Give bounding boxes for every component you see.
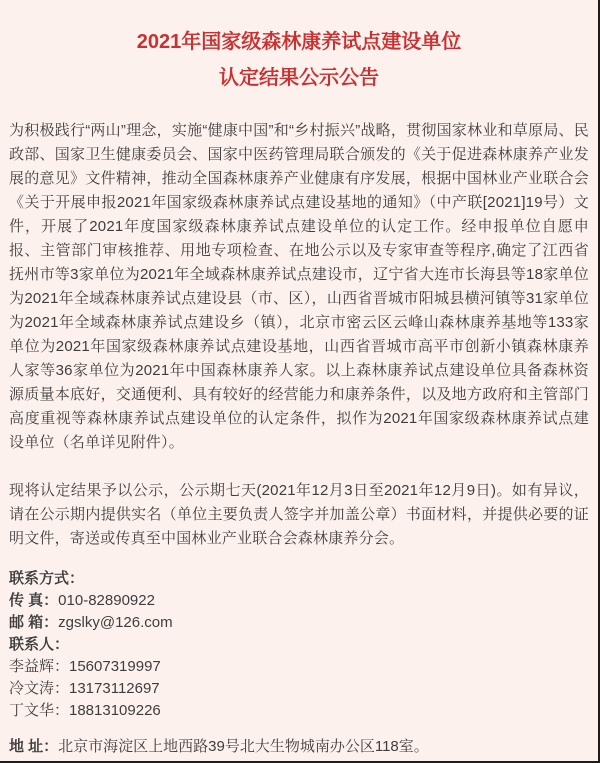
address-line: [9, 736, 589, 758]
title-line-2: 认定结果公示公告: [219, 67, 379, 89]
paragraph-intro: 为积极践行“两山”理念，实施“健康中国”和“乡村振兴”战略，贯彻国家林业和草原局、民政部、国家卫生健康委员会、国家中医药管理局联合颁发的《关于促进森林康养产业发展的意见》文件精神，推动全国森林康养产业健康有序发展，根据中国林业产业联合会《关于开展申报2021年国家级森林康养试点建设基地的通知》（中产联[2021]19号）文件，开展了2021年度国家级森林康养试点建设单位的认定工作。经申报单位自愿申报、主管部门审核推荐、用地专项检查、在地公示以及专家审查等程序,确定了江西省抚州市等3家单位为2021年全域森林康养试点建设市，辽宁省大连市长海县等18家单位为2021年全域森林康养试点建设县（市、区），山西省晋城市阳城县横河镇等31家单位为2021年全域森林康养试点建设乡（镇），北京市密云区云峰山森林康养基地等133家单位为2021年国家级森林康养试点建设基地，山西省晋城市高平市创新小镇森林康养人家等36家单位为2021年中国森林康养人家。以上森林康养试点建设单位具备森林资源质量本底好，交通便利、具有较好的经营能力和康养条件，以及地方政府和主管部门高度重视等森林康养试点建设单位的认定条件，拟作为2021年国家级森林康养试点建设单位（名单详见附件）。: [9, 122, 589, 451]
announcement-title: [0, 0, 598, 96]
fax-number: 010-82890922: [58, 592, 155, 609]
email-address: zgslky@126.com: [58, 614, 173, 631]
address-label: 地 址：: [9, 738, 59, 755]
email-label: 邮 箱：: [9, 614, 59, 631]
announcement-body: [0, 119, 598, 758]
paragraph-publicity-period: 现将认定结果予以公示，公示期七天(2021年12月3日至2021年12月9日)。如有异议，请在公示期内提供实名（单位主要负责人签字并加盖公章）书面材料，并提供必要的证明文件，寄送或传真至中国林业产业联合会森林康养分会。: [9, 482, 589, 547]
contact-section: [9, 568, 589, 758]
fax-label: 传 真：: [9, 592, 59, 609]
contact-person-3: 丁文华：18813109226: [9, 702, 161, 719]
email-line: [9, 612, 589, 634]
address-value: 北京市海淀区上地西路39号北大生物城南办公区118室。: [58, 738, 429, 755]
contact-person-2: 冷文涛：13173112697: [9, 680, 160, 697]
contact-methods-heading: 联系方式：: [9, 570, 85, 587]
title-line-1: 2021年国家级森林康养试点建设单位: [136, 31, 462, 53]
contact-person-1: 李益辉：15607319997: [9, 658, 161, 675]
contact-persons-heading: 联系人：: [9, 636, 70, 653]
fax-line: [9, 590, 589, 612]
